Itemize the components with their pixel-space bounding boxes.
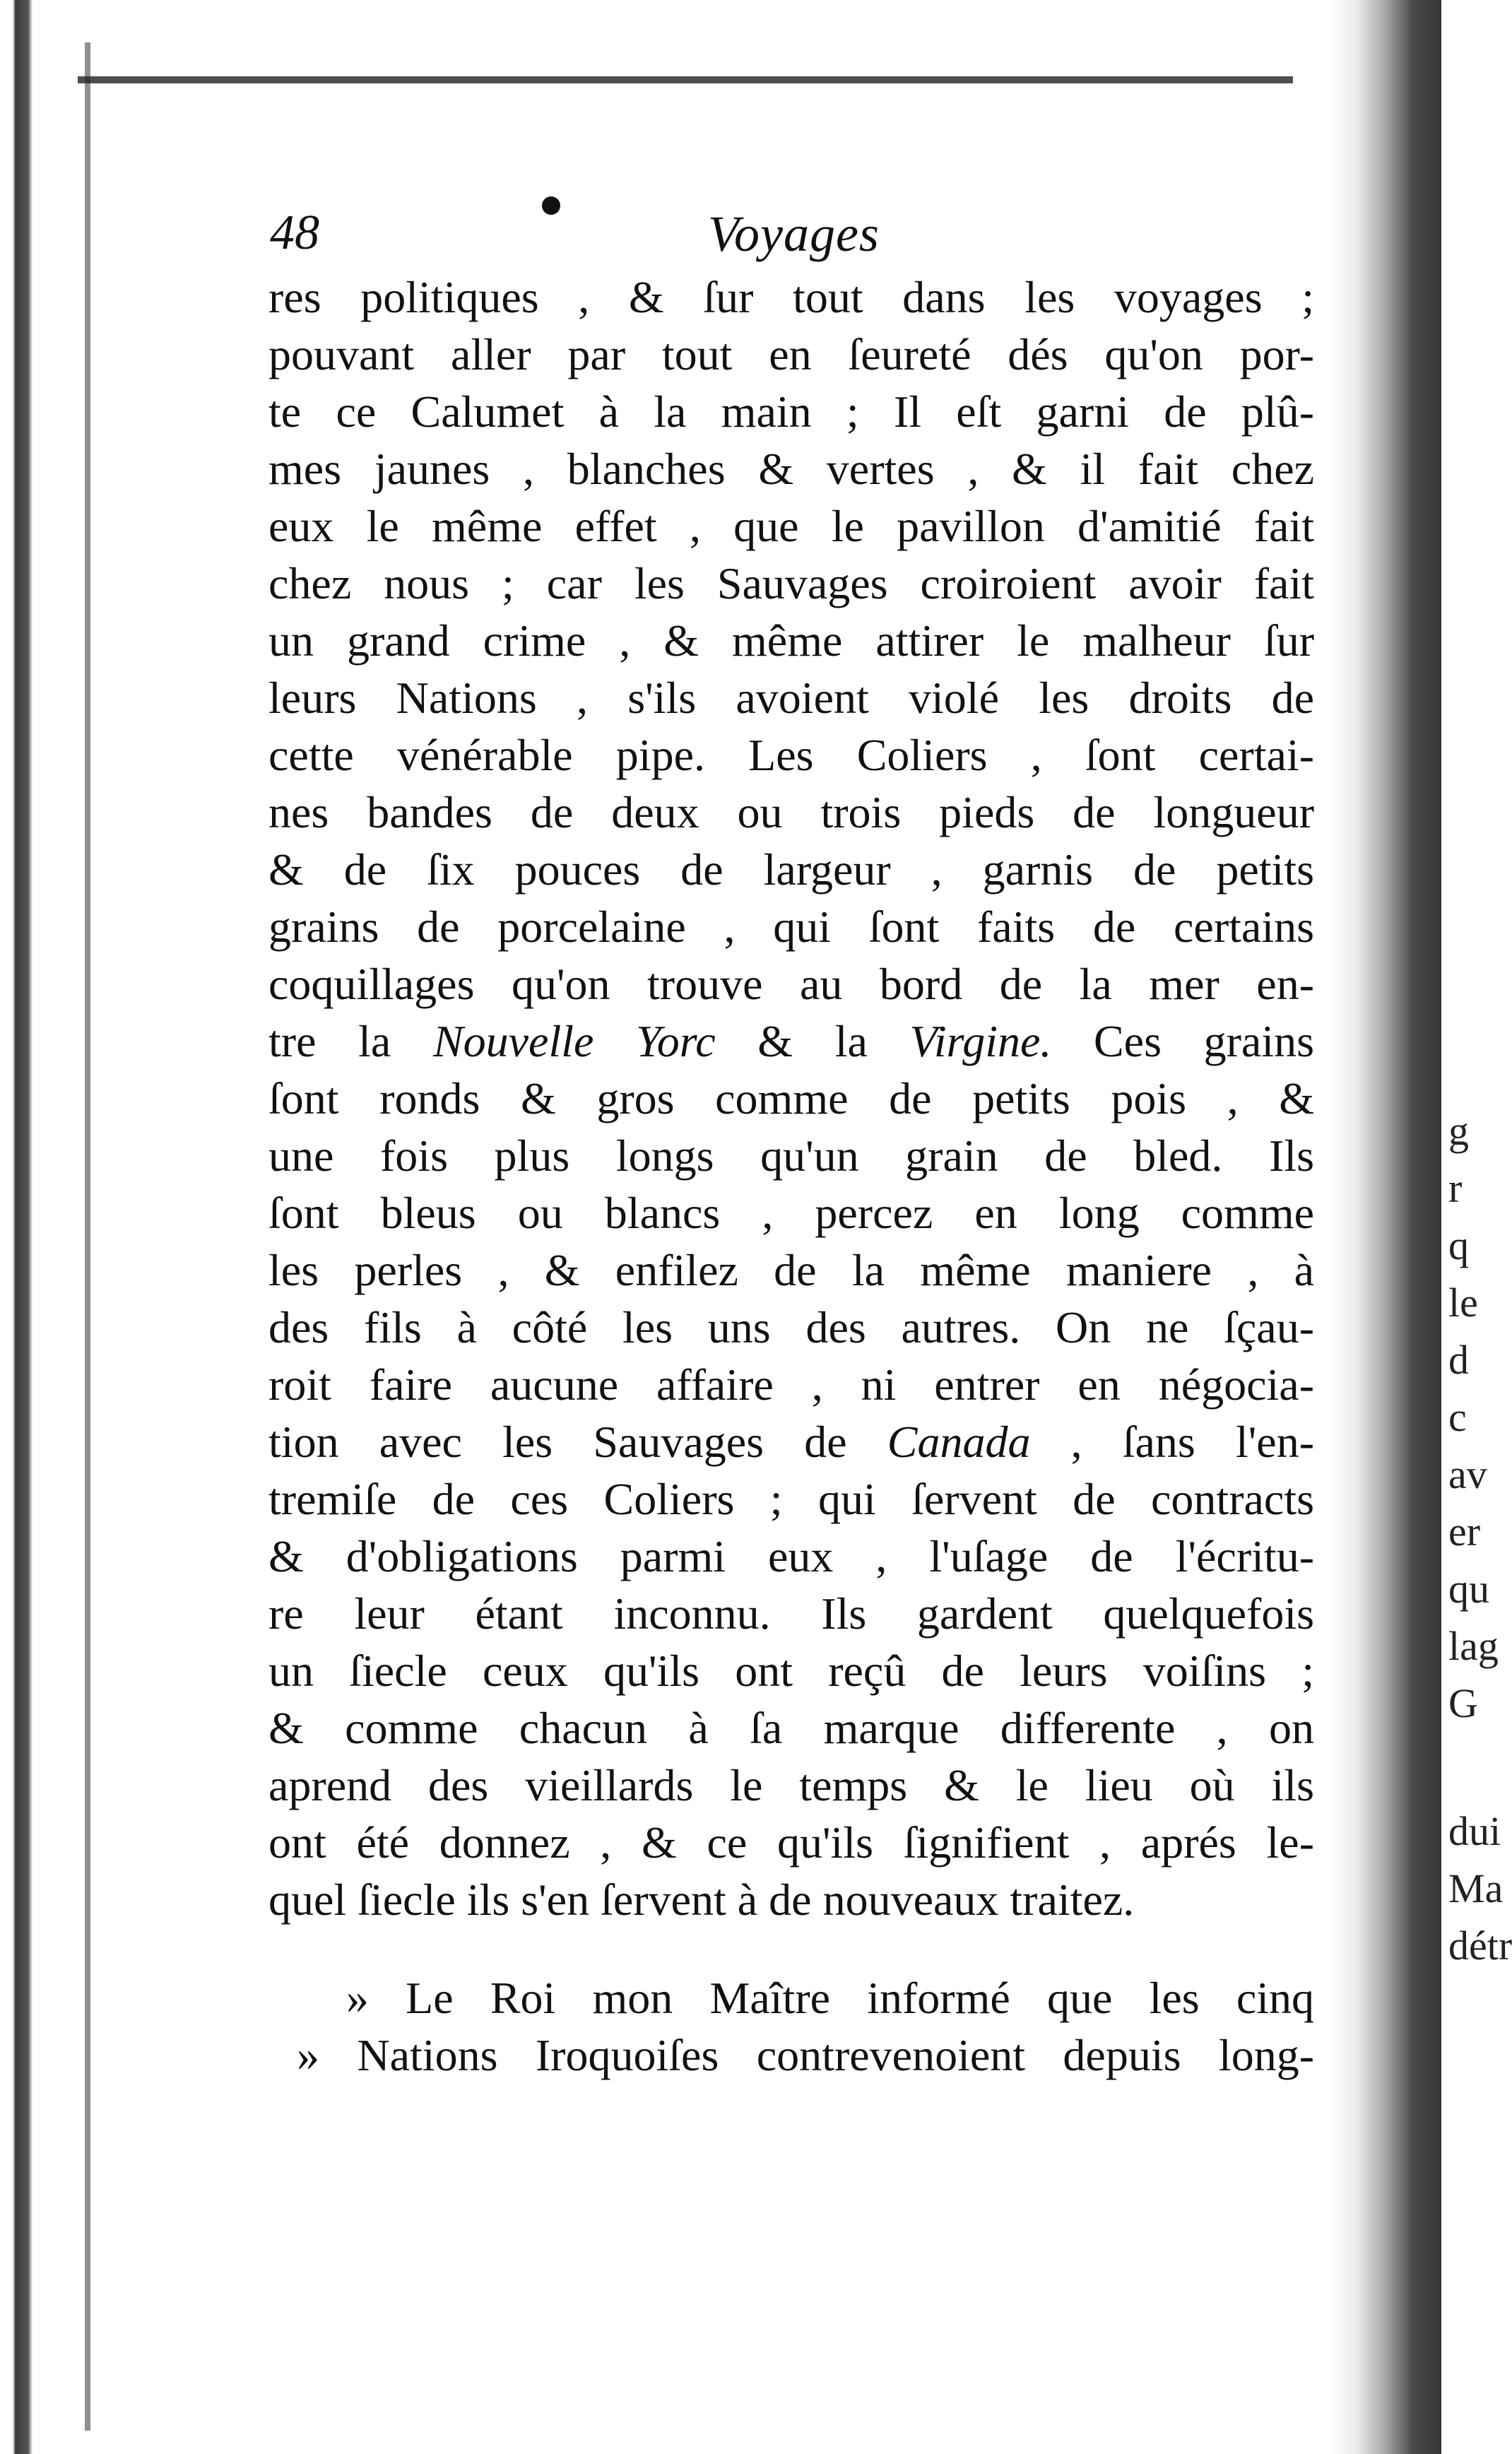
text-line: mes jaunes , blanches & vertes , & il fait chez [268, 444, 1314, 494]
page-header [270, 205, 1316, 269]
bleed-fragment: g [1448, 1108, 1469, 1154]
binding-shadow [0, 0, 49, 2454]
text-line: re leur étant inconnu. Ils gardent quelquefois [268, 1588, 1314, 1639]
right-gutter-shadow [1328, 0, 1441, 2454]
text-segment: , ſans l'en- [1030, 1417, 1315, 1467]
text-segment: tre la [268, 1016, 433, 1066]
text-line: aprend des vieillards le temps & le lieu où ils [268, 1760, 1314, 1810]
bleed-fragment: av [1448, 1451, 1487, 1497]
text-line: eux le même effet , que le pavillon d'amitié fait [268, 501, 1314, 551]
facing-page-bleed-text [1448, 1102, 1512, 1974]
text-line: & d'obligations parmi eux , l'uſage de l'écritu- [268, 1531, 1314, 1581]
text-line: cette vénérable pipe. Les Coliers , ſont certai- [268, 730, 1314, 780]
bleed-fragment: q [1448, 1222, 1469, 1268]
bleed-fragment: le [1448, 1280, 1478, 1326]
binding-edge-line [85, 42, 90, 2431]
text-line: ſont ronds & gros comme de petits pois , & [268, 1073, 1314, 1123]
text-line: pouvant aller par tout en ſeureté dés qu'on por- [268, 329, 1314, 379]
bleed-fragment: lag [1448, 1623, 1499, 1669]
text-line: nes bandes de deux ou trois pieds de longueur [268, 787, 1314, 837]
text-line: & de ſix pouces de largeur , garnis de petits [268, 844, 1314, 895]
text-line: un ſiecle ceux qu'ils ont reçû de leurs voiſins ; [268, 1646, 1314, 1696]
bleed-fragment: dui [1448, 1808, 1501, 1854]
text-line: chez nous ; car les Sauvages croiroient avoir fait [268, 558, 1314, 608]
text-segment: tion avec les Sauvages de [268, 1417, 887, 1467]
text-line: res politiques , & ſur tout dans les voyages ; [268, 272, 1314, 322]
place-name-virgine: Virgine. [909, 1016, 1052, 1066]
bleed-fragment: Ma [1448, 1865, 1504, 1911]
text-line-with-italics [268, 1413, 1314, 1470]
quoted-line: » Nations Iroquoiſes contrevenoient depuis long- [297, 2030, 1314, 2080]
place-name-canada: Canada [887, 1417, 1031, 1467]
running-title: Voyages [708, 206, 880, 262]
text-line: une fois plus longs qu'un grain de bled. Ils [268, 1131, 1314, 1181]
top-rule [78, 76, 1293, 83]
bleed-fragment: d [1448, 1337, 1469, 1383]
text-line: coquillages qu'on trouve au bord de la mer en- [268, 959, 1314, 1009]
text-segment: & la [715, 1016, 910, 1066]
text-line-with-italics [268, 1013, 1314, 1070]
text-line: te ce Calumet à la main ; Il eſt garni de plû- [268, 387, 1314, 437]
bleed-fragment: er [1448, 1509, 1481, 1555]
bleed-fragment: r [1448, 1165, 1463, 1211]
text-line: ont été donnez , & ce qu'ils ſignifient , aprés le- [268, 1817, 1314, 1868]
text-segment: Ces grains [1051, 1016, 1315, 1066]
ink-blot-ornament [542, 196, 560, 215]
text-line: leurs Nations , s'ils avoient violé les droits de [268, 673, 1314, 723]
text-line: roit faire aucune affaire , ni entrer en négocia- [268, 1359, 1314, 1410]
text-line: tremiſe de ces Coliers ; qui ſervent de contracts [268, 1474, 1314, 1524]
bleed-fragment: G [1448, 1680, 1478, 1726]
text-line: grains de porcelaine , qui ſont faits de certains [268, 902, 1314, 952]
text-line: un grand crime , & même attirer le malheur ſur [268, 615, 1314, 666]
page-number: 48 [270, 206, 319, 260]
text-line: ſont bleus ou blancs , percez en long comme [268, 1188, 1314, 1238]
paragraph-gap [268, 1928, 1314, 1969]
bleed-fragment: qu [1448, 1566, 1489, 1612]
text-line: les perles , & enfilez de la même maniere , à [268, 1245, 1314, 1295]
text-line: & comme chacun à ſa marque differente , on [268, 1703, 1314, 1753]
bleed-gap [1448, 1732, 1505, 1803]
text-line: quel ſiecle ils s'en ſervent à de nouveaux traitez. [268, 1875, 1135, 1925]
quoted-line: » Le Roi mon Maître informé que les cinq [346, 1973, 1314, 2023]
body-text [268, 269, 1314, 2084]
bleed-fragment: détr [1448, 1923, 1512, 1969]
text-line: des fils à côté les uns des autres. On ne ſçau- [268, 1302, 1314, 1352]
place-name-nouvelle-yorc: Nouvelle Yorc [432, 1016, 716, 1066]
bleed-fragment: c [1448, 1394, 1467, 1440]
